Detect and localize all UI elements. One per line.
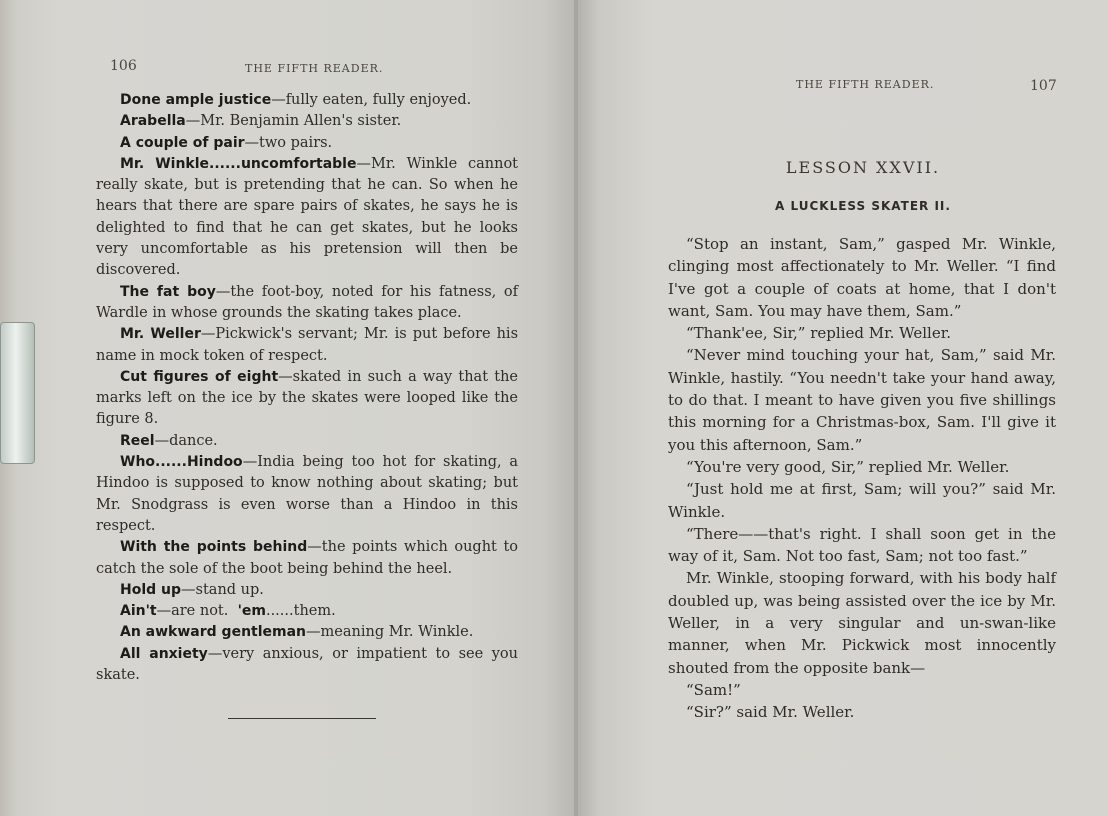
story-paragraph: “Stop an instant, Sam,” gasped Mr. Winkle, clinging most affectionately to Mr. Weller. “I find I've got a couple of coats at home, that I don't want, Sam. You may have them, Sam.” bbox=[668, 235, 1056, 320]
story-paragraph: “Sir?” said Mr. Weller. bbox=[686, 703, 855, 722]
glossary-term: The fat boy bbox=[120, 283, 216, 300]
glossary-entry bbox=[96, 580, 518, 601]
right-page-number: 107 bbox=[1030, 78, 1057, 94]
glossary-term: An awkward gentleman bbox=[120, 624, 307, 641]
glossary-term: 'em bbox=[237, 603, 266, 620]
glossary-term: Arabella bbox=[120, 113, 186, 130]
page-clip bbox=[0, 322, 35, 464]
glossary-definition: —the foot-boy, noted for his fatness, of Wardle in whose grounds the skating takes place. bbox=[96, 283, 518, 321]
lesson-text bbox=[668, 233, 1056, 724]
left-page-number: 106 bbox=[110, 58, 137, 74]
glossary-entry bbox=[96, 431, 518, 452]
glossary-entry bbox=[96, 324, 518, 367]
section-divider bbox=[228, 718, 376, 719]
glossary-definition: —skated in such a way that the marks left on the ice by the skates were looped like the figure 8. bbox=[96, 368, 518, 428]
glossary-definition: —meaning Mr. Winkle. bbox=[306, 624, 474, 641]
glossary-term: Done ample justice bbox=[120, 92, 272, 108]
left-running-head: THE FIFTH READER. bbox=[245, 62, 384, 75]
glossary-term: Ain't bbox=[120, 603, 157, 620]
glossary-term: With the points behind bbox=[120, 539, 308, 556]
glossary-term: Reel bbox=[120, 432, 155, 449]
glossary-term: Hold up bbox=[120, 581, 182, 598]
glossary-definition: —India being too hot for skating, a Hindoo is supposed to know nothing about skating; but Mr. Snodgrass is even worse than a Hindoo in this respect. bbox=[96, 454, 518, 534]
glossary-entry bbox=[96, 133, 518, 154]
glossary-entry bbox=[96, 537, 518, 580]
story-paragraph: “Sam!” bbox=[686, 680, 741, 699]
glossary-term: A couple of pair bbox=[120, 134, 245, 151]
glossary-definition: —two pairs. bbox=[244, 134, 333, 151]
lesson-subtitle: A LUCKLESS SKATER II. bbox=[775, 199, 951, 213]
glossary-definition: —stand up. bbox=[181, 581, 264, 598]
glossary-definition: —Mr. Benjamin Allen's sister. bbox=[185, 113, 402, 130]
glossary-definition: —Mr. Winkle cannot really skate, but is pretending that he can. So when he hears that there are spare pairs of skates, he says he is delighted to find that he can get skates, but he looks very uncomfortable as his pretension will then be discovered. bbox=[96, 155, 518, 279]
story-paragraph: “Never mind touching your hat, Sam,” said Mr. Winkle, hastily. “You needn't take your hand away, to do that. I meant to have given you five shillings this morning for a Christmas-box, Sam. I'll give it you this afternoon, Sam.” bbox=[668, 346, 1056, 454]
glossary-notes bbox=[96, 90, 518, 686]
glossary-entry bbox=[96, 622, 518, 643]
glossary-definition: —very anxious, or impatient to see you skate. bbox=[96, 645, 518, 684]
glossary-entry bbox=[96, 154, 518, 282]
glossary-definition: —fully eaten, fully enjoyed. bbox=[271, 92, 472, 108]
story-paragraph: “Thank'ee, Sir,” replied Mr. Weller. bbox=[686, 324, 951, 343]
glossary-entry bbox=[96, 367, 518, 431]
glossary-entry bbox=[96, 111, 518, 132]
story-paragraph: “There——that's right. I shall soon get in the way of it, Sam. Not too fast, Sam; not too fast.” bbox=[668, 524, 1056, 566]
glossary-entry bbox=[96, 452, 518, 537]
story-paragraph: Mr. Winkle, stooping forward, with his body half doubled up, was being assisted over the ice by Mr. Weller, in a very singular and un-swan-like manner, when Mr. Pickwick most innocently shouted from the opposite bank— bbox=[668, 569, 1056, 677]
glossary-entry bbox=[96, 282, 518, 325]
right-running-head: THE FIFTH READER. bbox=[796, 78, 935, 91]
glossary-entry bbox=[96, 644, 518, 687]
glossary-definition: —are not. bbox=[156, 603, 229, 620]
story-paragraph: “You're very good, Sir,” replied Mr. Weller. bbox=[686, 457, 1010, 476]
glossary-term: Mr. Weller bbox=[120, 326, 201, 343]
glossary-entry bbox=[96, 90, 518, 111]
glossary-term: All anxiety bbox=[120, 645, 208, 662]
lesson-title: LESSON XXVII. bbox=[785, 158, 941, 177]
glossary-term: Mr. Winkle......uncomfortable bbox=[120, 155, 357, 172]
glossary-definition: —the points which ought to catch the sole of the boot being behind the heel. bbox=[96, 539, 518, 577]
glossary-definition: —dance. bbox=[154, 432, 218, 449]
glossary-term: Cut figures of eight bbox=[120, 368, 279, 385]
glossary-definition: —Pickwick's servant; Mr. is put before his name in mock token of respect. bbox=[96, 326, 519, 364]
glossary-entry bbox=[96, 601, 518, 622]
glossary-definition: ......them. bbox=[265, 603, 336, 620]
glossary-term: Who......Hindoo bbox=[120, 454, 243, 471]
story-paragraph: “Just hold me at first, Sam; will you?” said Mr. Winkle. bbox=[668, 480, 1056, 521]
